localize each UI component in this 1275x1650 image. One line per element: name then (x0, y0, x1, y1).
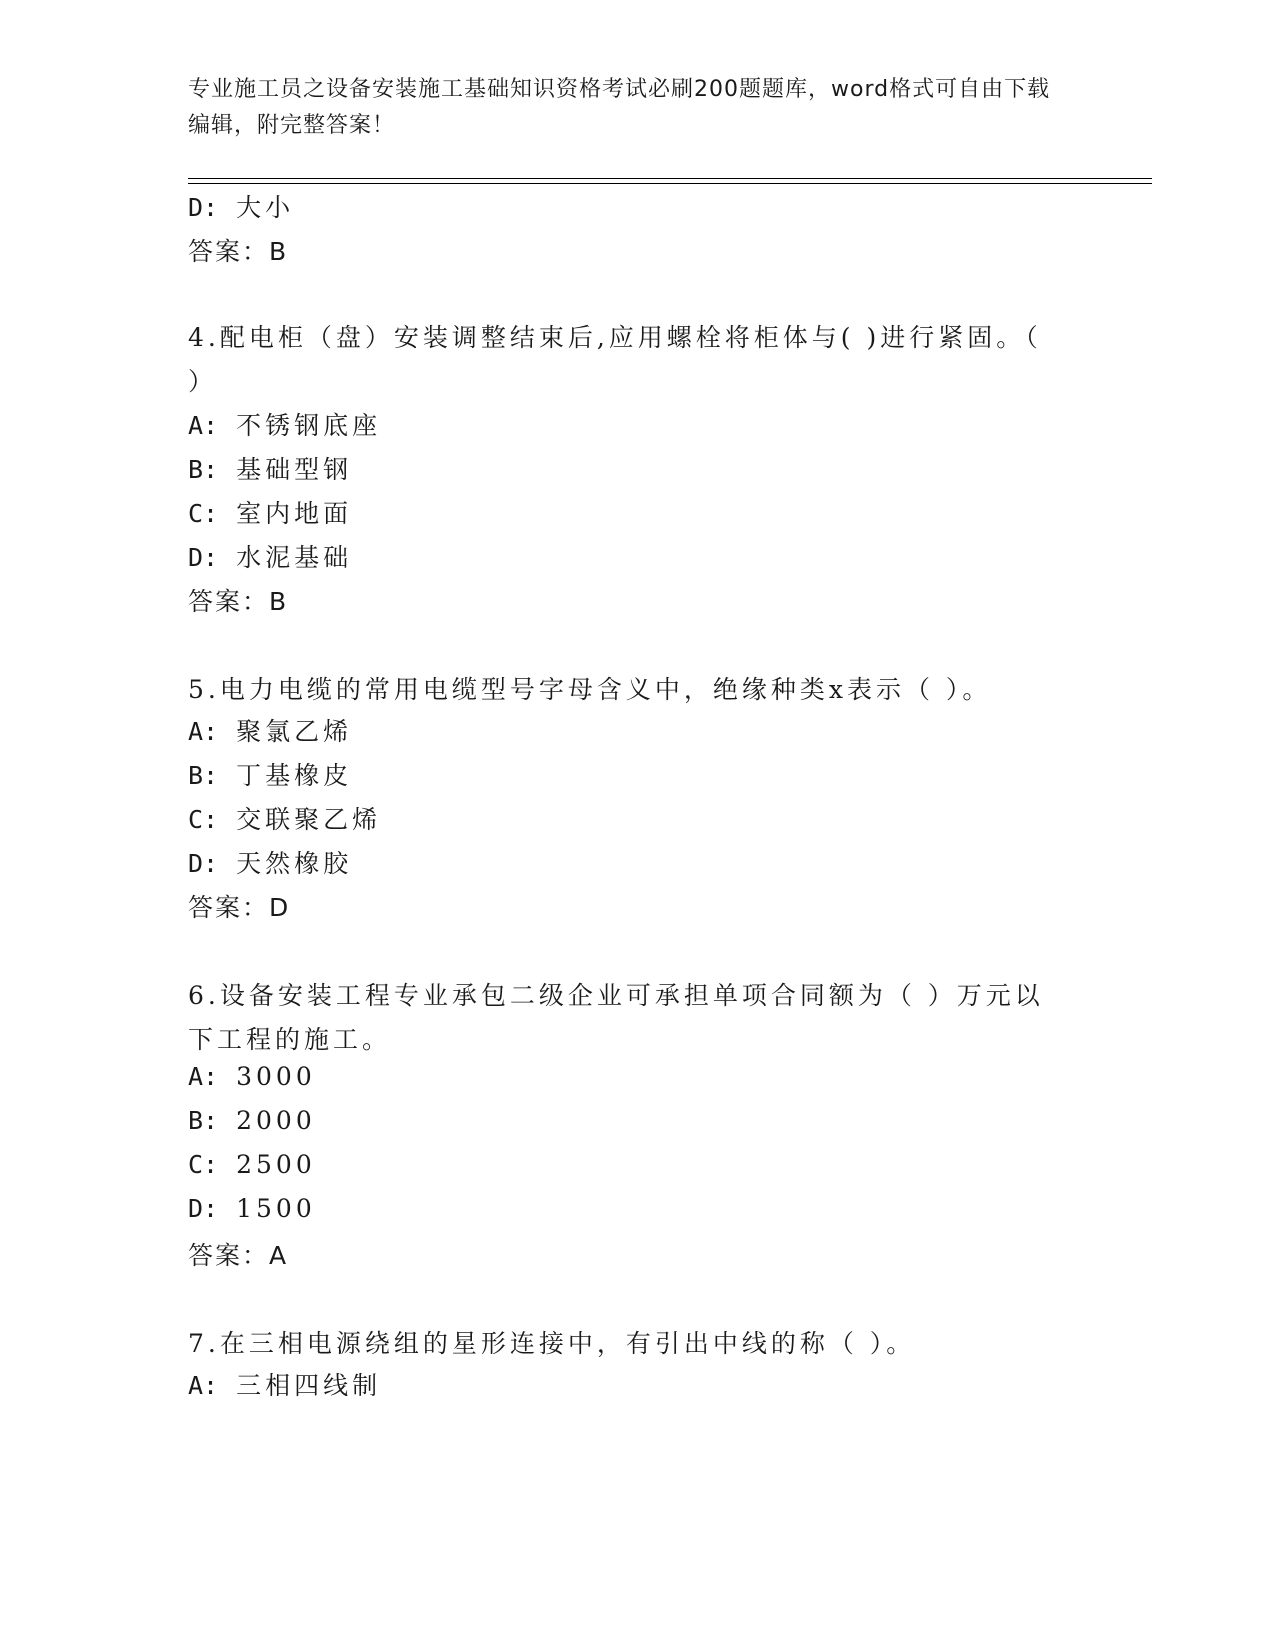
option-text: 聚氯乙烯 (236, 717, 353, 746)
option-label: D: (188, 543, 219, 572)
option-text: 交联聚乙烯 (236, 805, 382, 834)
question-stem: 5.电力电缆的常用电缆型号字母含义中，绝缘种类x表示（ ）。 (188, 675, 992, 704)
option-text: 1500 (236, 1194, 316, 1223)
option-label: A: (188, 411, 219, 440)
option-label: D: (188, 193, 219, 222)
option-text: 2000 (236, 1106, 316, 1135)
option-a (188, 406, 381, 442)
option-label: D: (188, 849, 219, 878)
option-d (188, 538, 352, 574)
document-header: 专业施工员之设备安装施工基础知识资格考试必刷200题题库，word格式可自由下载编辑，附完整答案！ (188, 77, 1051, 138)
option-text: 不锈钢底座 (236, 411, 382, 440)
option-label: B: (188, 761, 219, 790)
option-b (188, 450, 352, 486)
option-text: 丁基橡皮 (236, 761, 353, 790)
answer-line: 答案：B (188, 237, 289, 266)
answer-line: 答案：D (188, 893, 291, 922)
option-label: C: (188, 499, 219, 528)
answer-line: 答案：B (188, 587, 289, 616)
option-text: 水泥基础 (236, 543, 353, 572)
option-a (188, 1366, 381, 1402)
option-text: 大小 (236, 193, 295, 222)
option-b (188, 756, 352, 792)
option-label: B: (188, 455, 219, 484)
option-text: 3000 (236, 1062, 316, 1091)
question-stem: 7.在三相电源绕组的星形连接中，有引出中线的称（ ）。 (188, 1329, 916, 1358)
option-a (188, 1062, 316, 1091)
option-text: 室内地面 (236, 499, 353, 528)
question-stem: 6.设备安装工程专业承包二级企业可承担单项合同额为（ ）万元以下工程的施工。 (188, 981, 1044, 1054)
option-label: A: (188, 1371, 219, 1400)
option-label: D: (188, 1194, 219, 1223)
option-a (188, 712, 352, 748)
option-d (188, 1194, 316, 1223)
option-label: C: (188, 805, 219, 834)
option-b (188, 1106, 316, 1135)
option-d (188, 188, 294, 224)
option-text: 天然橡胶 (236, 849, 353, 878)
header-rule-bottom (188, 183, 1152, 184)
option-d (188, 844, 352, 880)
header-rule-top (188, 178, 1152, 179)
option-label: C: (188, 1150, 219, 1179)
option-c (188, 800, 381, 836)
option-text: 2500 (236, 1150, 316, 1179)
option-label: A: (188, 717, 219, 746)
option-c (188, 1150, 316, 1179)
option-label: A: (188, 1062, 219, 1091)
answer-line: 答案：A (188, 1241, 289, 1270)
option-c (188, 494, 352, 530)
question-stem: 4.配电柜（盘）安装调整结束后,应用螺栓将柜体与( )进行紧固。（ ） (188, 323, 1042, 396)
option-text: 基础型钢 (236, 455, 353, 484)
option-label: B: (188, 1106, 219, 1135)
option-text: 三相四线制 (236, 1371, 382, 1400)
